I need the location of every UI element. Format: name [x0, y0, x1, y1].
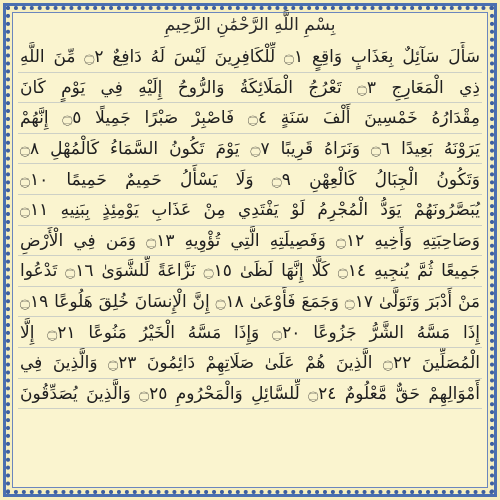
text-line: [18, 317, 482, 348]
line-text: جَمِيعًا ثُمَّ يُنجِيهِ ۝١٤ كَلَّا إِنَّهَا لَظَىٰ ۝١٥ نَزَّاعَةً لِّلشَّوَىٰ ۝١٦ تَدْعُوا: [20, 261, 480, 282]
text-line: [18, 348, 482, 379]
text-line: [18, 73, 482, 104]
line-text: يُبَصَّرُونَهُمْ يَوَدُّ الْمُجْرِمُ لَوْ يَفْتَدِي مِنْ عَذَابِ يَوْمِئِذٍ بِبَنِيهِ ۝١١: [20, 200, 480, 221]
header: [14, 10, 486, 40]
line-text: أَمْوَالِهِمْ حَقٌّ مَّعْلُومٌ ۝٢٤ لِّلسَّائِلِ وَالْمَحْرُومِ ۝٢٥ وَالَّذِينَ يُصَدِّقُونَ: [20, 383, 481, 404]
text-line: [18, 195, 482, 226]
basmala: بِسْمِ اللَّهِ الرَّحْمَٰنِ الرَّحِيمِ: [164, 15, 336, 35]
line-text: وَصَاحِبَتِهِ وَأَخِيهِ ۝١٢ وَفَصِيلَتِهِ الَّتِي تُؤْوِيهِ ۝١٣ وَمَن فِي الْأَرْضِ: [20, 230, 481, 251]
line-text: يَرَوْنَهُ بَعِيدًا ۝٦ وَنَرَاهُ قَرِيبًا ۝٧ يَوْمَ تَكُونُ السَّمَاءُ كَالْمُهْلِ ۝٨: [20, 139, 480, 160]
text-line: [18, 134, 482, 165]
line-text: إِذَا مَسَّهُ الشَّرُّ جَزُوعًا ۝٢٠ وَإِذَا مَسَّهُ الْخَيْرُ مَنُوعًا ۝٢١ إِلَّا: [20, 322, 481, 343]
text-line: [18, 379, 482, 410]
line-text: وَتَكُونُ الْجِبَالُ كَالْعِهْنِ ۝٩ وَلَا يَسْأَلُ حَمِيمٌ حَمِيمًا ۝١٠: [20, 169, 481, 190]
line-text: الْمُصَلِّينَ ۝٢٢ الَّذِينَ هُمْ عَلَىٰ صَلَاتِهِمْ دَائِمُونَ ۝٢٣ وَالَّذِينَ فِي: [20, 353, 480, 374]
text-line: [18, 164, 482, 195]
line-text: سَأَلَ سَآئِلٌ بِعَذَابٍ وَاقِعٍ ۝١ لِّلْكَافِرِينَ لَيْسَ لَهُ دَافِعٌ ۝٢ مِّنَ اللَّهِ: [20, 47, 480, 68]
text-line: [18, 287, 482, 318]
verse-lines: [18, 42, 482, 492]
line-text: مَنْ أَدْبَرَ وَتَوَلَّىٰ ۝١٧ وَجَمَعَ فَأَوْعَىٰ ۝١٨ إِنَّ الْإِنسَانَ خُلِقَ هَلُوعًا ۝١٩: [20, 292, 480, 313]
text-line: [18, 256, 482, 287]
line-text: ذِي الْمَعَارِجِ ۝٣ تَعْرُجُ الْمَلَائِكَةُ وَالرُّوحُ إِلَيْهِ فِي يَوْمٍ كَانَ: [20, 77, 480, 98]
text-line: [18, 226, 482, 257]
text-line: [18, 42, 482, 73]
text-line: [18, 103, 482, 134]
line-text: مِقْدَارُهُ خَمْسِينَ أَلْفَ سَنَةٍ ۝٤ فَاصْبِرْ صَبْرًا جَمِيلًا ۝٥ إِنَّهُمْ: [20, 108, 480, 129]
